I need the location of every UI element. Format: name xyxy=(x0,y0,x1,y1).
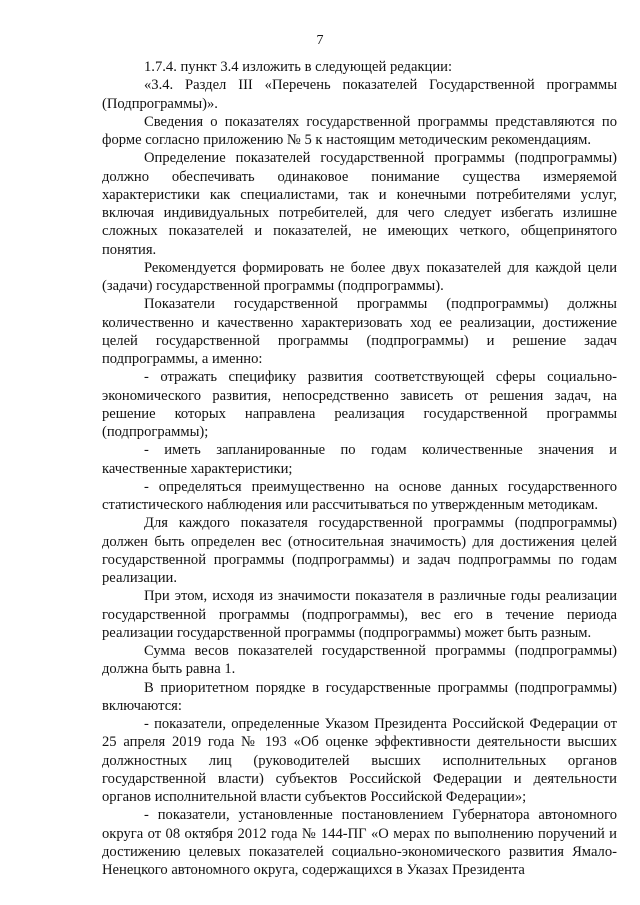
paragraph-weight-sum: Сумма весов показателей государственной программы (подпрограммы) должна быть равна 1. xyxy=(102,643,617,678)
paragraph-indicators-characterize: Показатели государственной программы (подпрограммы) должны количественно и качественно характеризовать ход ее реализации, достижение целей государственной программы (подпрограммы) и решение задач подпрограммы, а именно: xyxy=(102,296,617,367)
list-item-planned-values: - иметь запланированные по годам количественные значения и качественные характеристики; xyxy=(102,442,617,477)
list-item-reflect-specifics: - отражать специфику развития соответствующей сферы социально-экономического развития, непосредственно зависеть от решения задач, на решение которых направлена реализация государственной программы (подпрограммы); xyxy=(102,369,617,440)
paragraph-indicators-definition: Определение показателей государственной программы (подпрограммы) должно обеспечивать одинаковое понимание существа измеряемой характеристики как специалистами, так и конечными потребителями услуг, включая индивидуальных потребителей, для чего следует избегать излишне сложных показателей и показателей, не имеющих четкого, общепринятого понятия. xyxy=(102,150,617,258)
paragraph-indicator-weight: Для каждого показателя государственной программы (подпрограммы) должен быть определен вес (относительная значимость) для достижения целей государственной программы (подпрограммы) и задач подпрограммы по годам реализации. xyxy=(102,515,617,586)
paragraph-indicators-form: Сведения о показателях государственной программы представляются по форме согласно приложению № 5 к настоящим методическим рекомендациям. xyxy=(102,113,617,148)
document-body xyxy=(102,58,617,879)
list-item-governor-resolution: - показатели, установленные постановлением Губернатора автономного округа от 08 октября 2012 года № 144-ПГ «О мерах по выполнению поручений и достижению целевых показателей социально-экономического развития Ямало-Ненецкого автономного округа, содержащихся в Указах Президента xyxy=(102,807,617,878)
page-number: 7 xyxy=(316,33,324,48)
list-item-statistical-data: - определяться преимущественно на основе данных государственного статистического наблюдения или рассчитываться по утвержденным методикам. xyxy=(102,478,617,513)
list-item-presidential-decree: - показатели, определенные Указом Президента Российской Федерации от 25 апреля 2019 года № 193 «Об оценке эффективности деятельности высших должностных лиц (руководителей высших исполнительных органов государственной власти) субъектов Российской Федерации и деятельности органов исполнительной власти субъектов Российской Федерации»; xyxy=(102,716,617,805)
paragraph-weight-variation: При этом, исходя из значимости показателя в различные годы реализации государственной программы (подпрограммы), вес его в течение периода реализации государственной программы (подпрограммы) может быть разным. xyxy=(102,588,617,641)
paragraph-indicators-count: Рекомендуется формировать не более двух показателей для каждой цели (задачи) государственной программы (подпрограммы). xyxy=(102,259,617,294)
paragraph-priority-inclusion: В приоритетном порядке в государственные программы (подпрограммы) включаются: xyxy=(102,679,617,714)
paragraph-section-title: «3.4. Раздел III «Перечень показателей Государственной программы (Подпрограммы)». xyxy=(102,77,617,112)
paragraph-amendment-intro: 1.7.4. пункт 3.4 изложить в следующей редакции: xyxy=(144,59,453,75)
